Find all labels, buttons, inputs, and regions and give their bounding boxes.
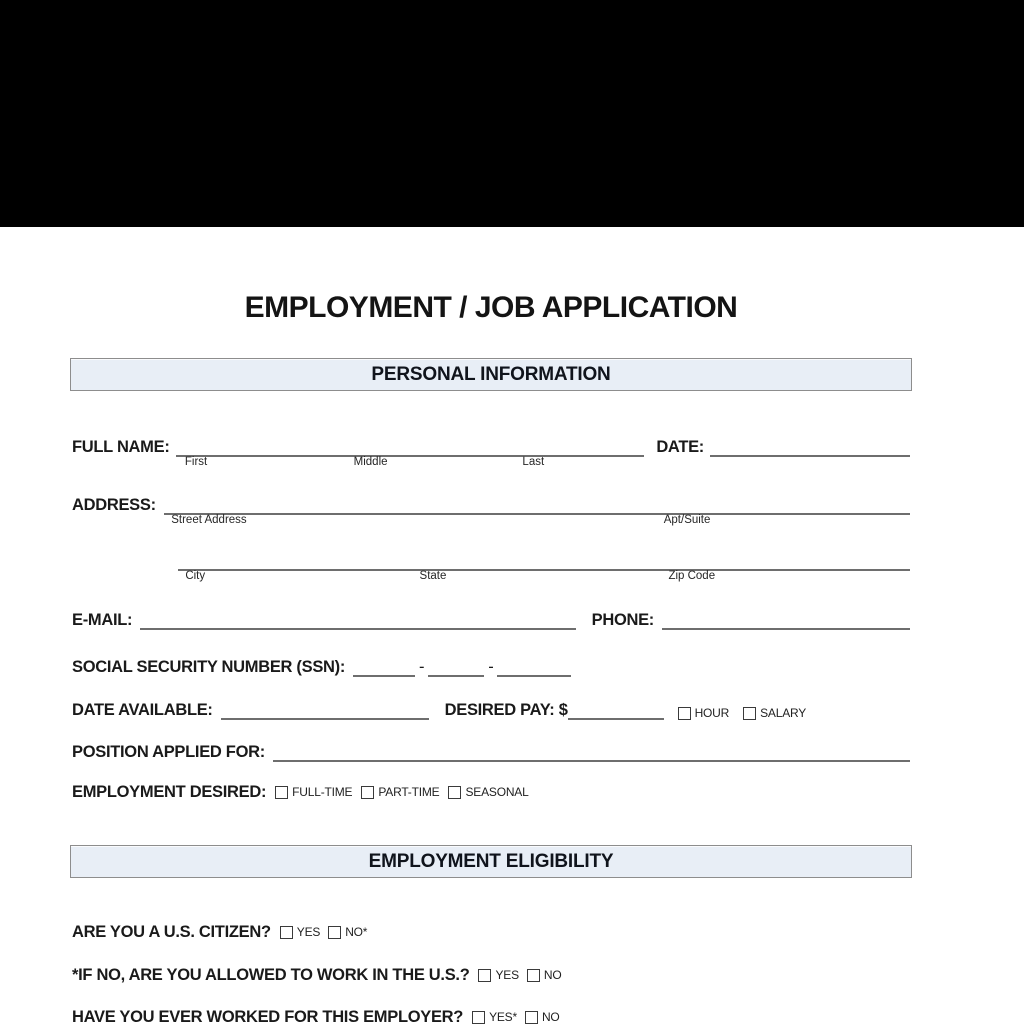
desired-pay-label: DESIRED PAY: $ [444,701,568,720]
part-time-option[interactable] [361,785,439,799]
section-header-label: PERSONAL INFORMATION [371,363,611,385]
worked-no-label: NO [541,1010,560,1024]
date-available-label: DATE AVAILABLE: [72,701,213,720]
worked-for-employer-question-label: HAVE YOU EVER WORKED FOR THIS EMPLOYER? [72,1007,464,1024]
citizen-no-option[interactable] [328,925,367,939]
seasonal-label: SEASONAL [465,785,529,799]
date-available-pay-row [72,696,910,720]
worked-for-employer-question-row [72,1006,910,1024]
section-header-employment-eligibility [70,845,912,878]
citizen-question-row [72,921,910,943]
full-name-input[interactable] [176,435,645,468]
street-address-sublabel: Street Address [171,514,247,526]
allowed-to-work-question-label: *IF NO, ARE YOU ALLOWED TO WORK IN THE U.S.? [72,965,470,984]
ssn-separator-1: - [419,658,425,677]
zip-code-sublabel: Zip Code [668,570,716,582]
allowed-no-option[interactable] [527,968,562,982]
email-phone-row [72,606,910,630]
allowed-to-work-question-row [72,964,910,986]
city-sublabel: City [185,570,206,582]
seasonal-checkbox[interactable] [448,786,461,799]
worked-yes-option[interactable] [472,1010,517,1024]
citizen-yes-checkbox[interactable] [280,926,293,939]
full-name-label: FULL NAME: [72,438,170,457]
worked-no-checkbox[interactable] [525,1011,538,1024]
salary-checkbox[interactable] [743,707,756,720]
page-title: EMPLOYMENT / JOB APPLICATION [244,291,738,324]
address-row [72,491,910,526]
ssn-row [72,653,910,677]
employment-desired-label: EMPLOYMENT DESIRED: [72,782,267,801]
hour-checkbox[interactable] [678,707,691,720]
desired-pay-input[interactable] [568,698,664,720]
seasonal-option[interactable] [448,785,528,799]
first-name-sublabel: First [184,456,208,468]
part-time-label: PART-TIME [378,785,440,799]
email-input[interactable] [140,608,575,630]
middle-name-sublabel: Middle [353,456,388,468]
full-time-option[interactable] [275,785,352,799]
allowed-yes-checkbox[interactable] [478,969,491,982]
citizen-no-checkbox[interactable] [328,926,341,939]
allowed-no-checkbox[interactable] [527,969,540,982]
date-input[interactable] [710,435,910,457]
hour-label: HOUR [694,706,730,720]
worked-yes-label: YES* [489,1010,517,1024]
date-available-input[interactable] [221,698,429,720]
position-applied-label: POSITION APPLIED FOR: [72,743,265,762]
citizen-yes-option[interactable] [280,925,320,939]
section-header-personal-information [70,358,912,391]
allowed-yes-label: YES [495,968,519,982]
address-label: ADDRESS: [72,496,156,515]
letterbox-top [0,0,1024,227]
ssn-part1-input[interactable] [353,655,415,677]
citizen-no-label: NO* [345,925,368,939]
full-time-checkbox[interactable] [275,786,288,799]
state-sublabel: State [419,570,447,582]
citizen-question-label: ARE YOU A U.S. CITIZEN? [72,922,271,941]
city-state-zip-input[interactable] [178,549,910,582]
worked-yes-checkbox[interactable] [472,1011,485,1024]
ssn-label: SOCIAL SECURITY NUMBER (SSN): [72,658,346,677]
pay-type-salary-option[interactable] [743,706,806,720]
position-row [72,738,910,762]
full-time-label: FULL-TIME [292,785,353,799]
address-row-2 [72,549,910,582]
citizen-yes-label: YES [296,925,321,939]
date-label: DATE: [656,438,704,457]
job-application-form [0,227,1024,1024]
employment-desired-row [72,781,910,803]
apt-suite-sublabel: Apt/Suite [663,514,711,526]
email-label: E-MAIL: [72,611,133,630]
ssn-part3-input[interactable] [497,655,571,677]
allowed-yes-option[interactable] [478,968,518,982]
last-name-sublabel: Last [522,456,545,468]
phone-label: PHONE: [591,611,654,630]
street-address-input[interactable] [164,493,910,526]
worked-no-option[interactable] [525,1010,560,1024]
pay-type-hour-option[interactable] [678,706,730,720]
phone-input[interactable] [662,608,910,630]
section-header-label: EMPLOYMENT ELIGIBILITY [368,850,614,872]
ssn-part2-input[interactable] [428,655,484,677]
part-time-checkbox[interactable] [361,786,374,799]
salary-label: SALARY [760,706,807,720]
allowed-no-label: NO [543,968,562,982]
position-applied-input[interactable] [273,740,910,762]
full-name-row [72,433,910,468]
ssn-separator-2: - [488,658,494,677]
